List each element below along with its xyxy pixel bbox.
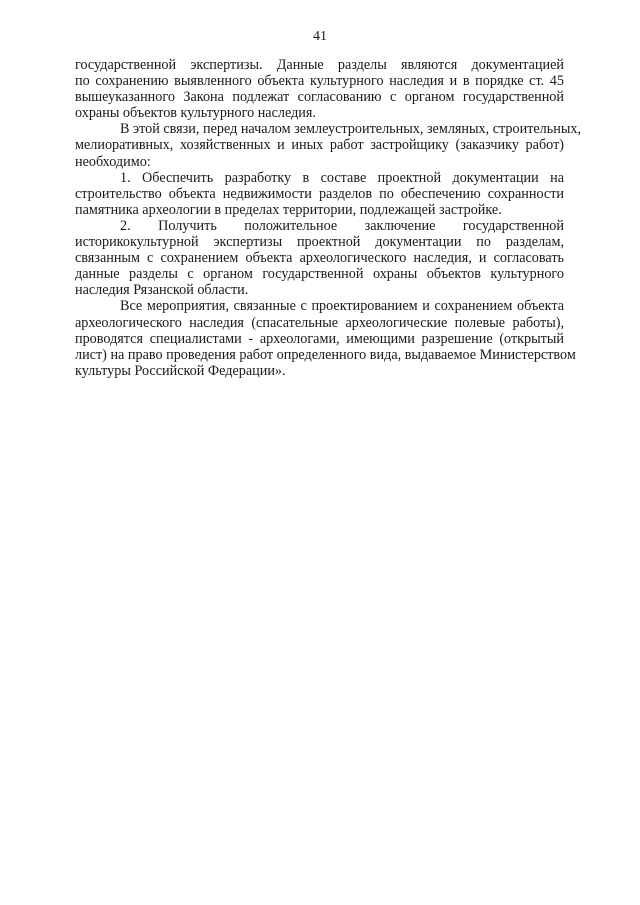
text-line: 2. Получить положительное заключение государственной	[120, 217, 564, 234]
text-line: необходимо:	[75, 153, 151, 170]
text-line: государственной экспертизы. Данные разделы являются документацией	[75, 57, 564, 73]
text-line: данные разделы с органом государственной охраны объектов культурного	[75, 266, 564, 283]
text-line: лист) на право проведения работ определенного вида, выдаваемое Министерством	[75, 346, 576, 363]
text-line: 1. Обеспечить разработку в составе проектной документации на	[120, 169, 564, 186]
text-line: по сохранению выявленного объекта культурного наследия и в порядке ст. 45	[75, 73, 564, 90]
document-body	[75, 57, 582, 379]
text-line: строительство объекта недвижимости разделов по обеспечению сохранности	[75, 185, 564, 202]
paragraph-3	[75, 170, 564, 218]
paragraph-2	[75, 121, 582, 170]
page-number: 41	[313, 29, 327, 44]
text-line: проводятся специалистами - археологами, имеющими разрешение (открытый	[75, 330, 564, 347]
paragraph-4	[75, 218, 564, 298]
text-line: мелиоративных, хозяйственных и иных работ застройщику (заказчику работ)	[75, 137, 564, 154]
text-line: памятника археологии в пределах территории, подлежащей застройке.	[75, 201, 502, 218]
text-line: вышеуказанного Закона подлежат согласованию с органом государственной	[75, 89, 564, 106]
text-line: археологического наследия (спасательные археологические полевые работы),	[75, 314, 564, 331]
paragraph-5	[75, 298, 576, 379]
text-line: В этой связи, перед началом землеустроительных, земляных, строительных,	[120, 121, 582, 138]
text-line: Все мероприятия, связанные с проектированием и сохранением объекта	[120, 298, 564, 315]
paragraph-1	[75, 57, 564, 121]
text-line: охраны объектов культурного наследия.	[75, 105, 316, 122]
text-line: культуры Российской Федерации».	[75, 362, 286, 379]
text-line: связанным с сохранением объекта археологического наследия, и согласовать	[75, 250, 564, 267]
text-line: наследия Рязанской области.	[75, 282, 249, 299]
text-line: историкокультурной экспертизы проектной документации по разделам,	[75, 234, 564, 251]
